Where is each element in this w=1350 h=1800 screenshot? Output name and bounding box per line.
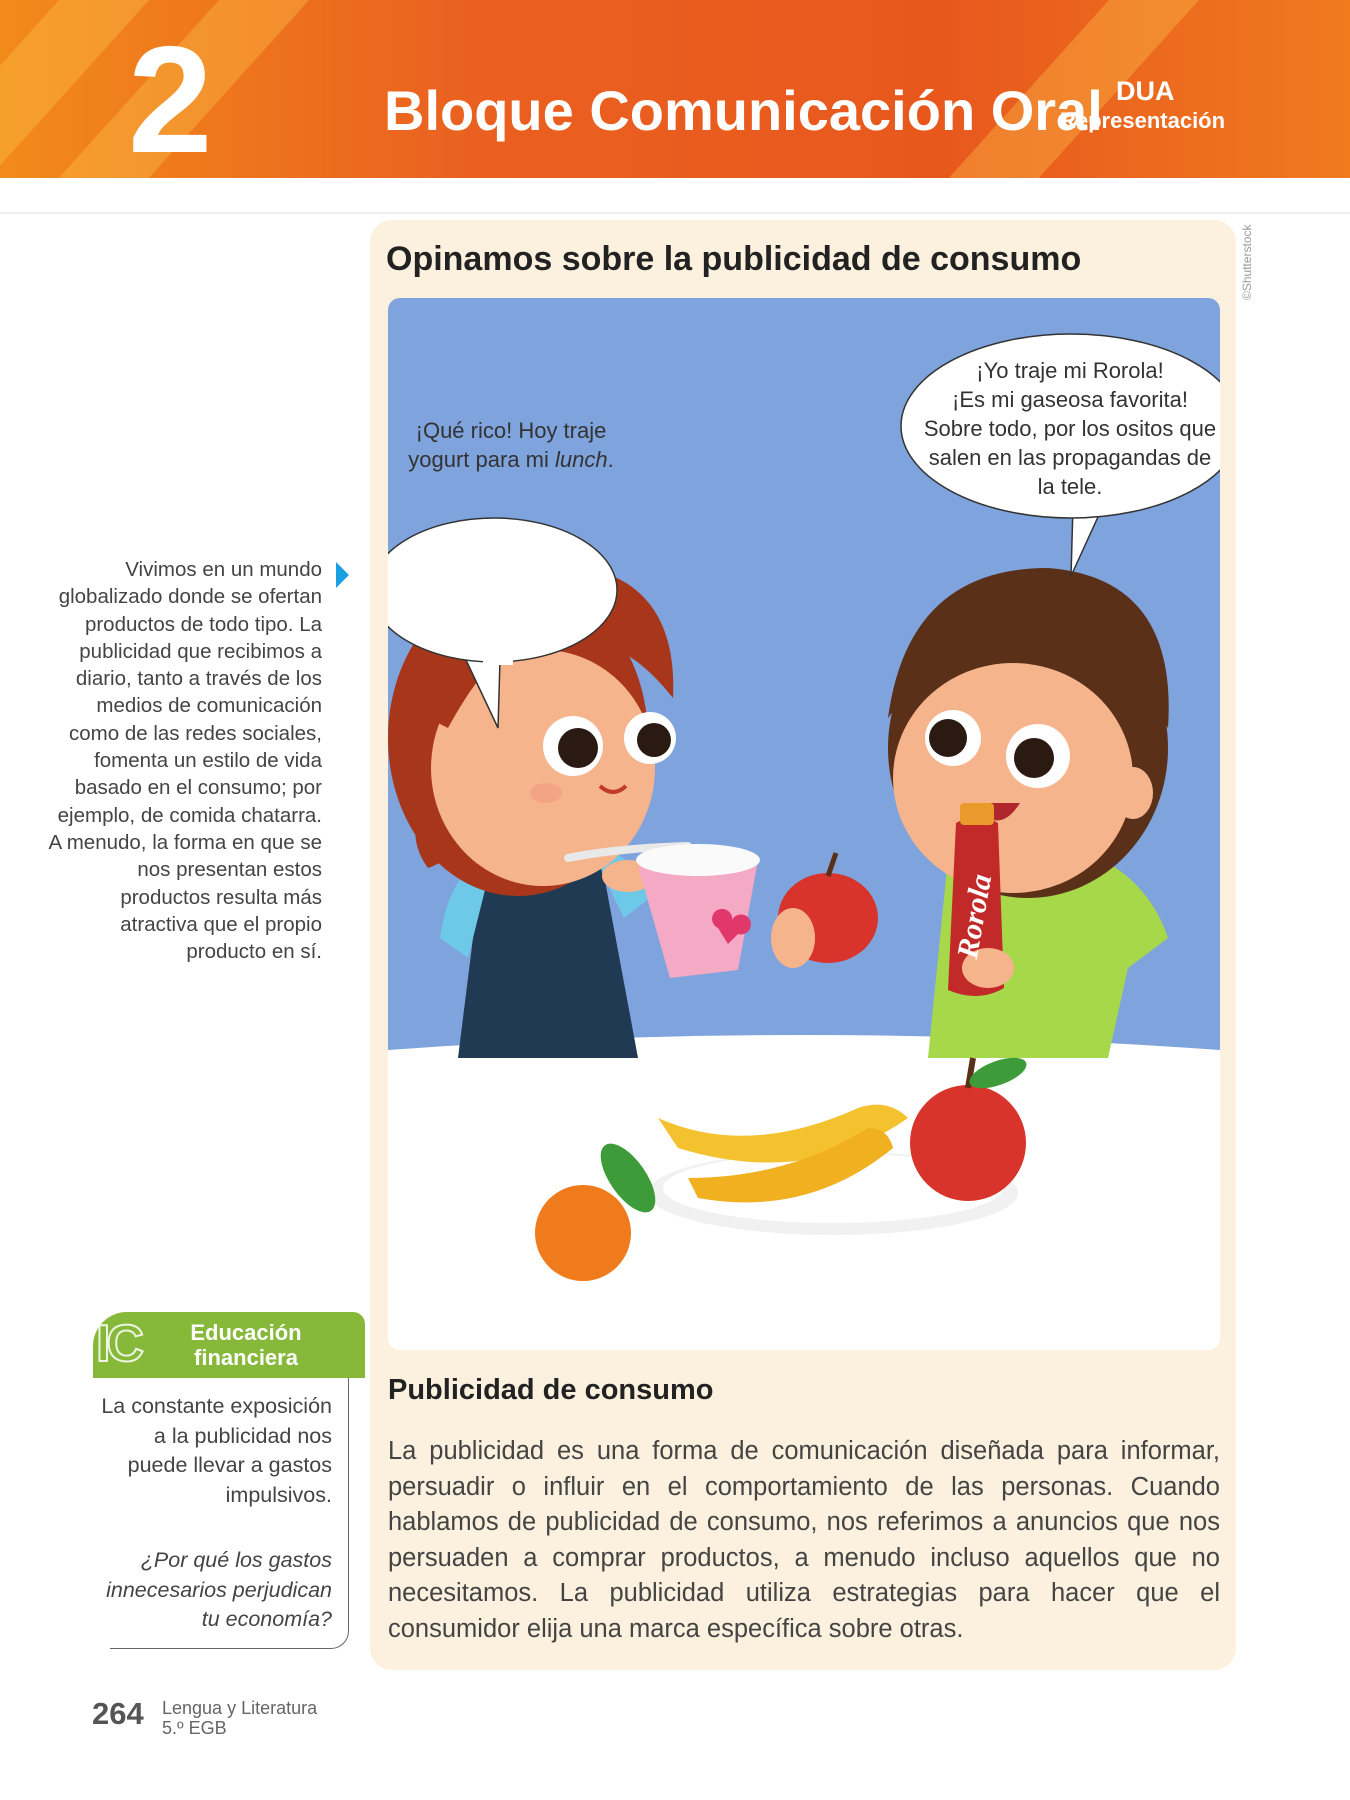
boy-speech-line: Sobre todo, por los ositos que [923,416,1217,441]
body-paragraph: La publicidad es una forma de comunicación diseñada para informar, persuadir o influir en el comportamiento de las personas. Cuando hablamos de publicidad de consumo, nos referimos a anuncios que nos persuaden a comprar productos, a menudo incluso aquellos que no necesitamos. La publicidad utiliza estrategias para hacer que el consumidor elija una marca específica sobre otras. [388,1437,1220,1643]
edu-financiera-text: La constante exposición a la publicidad nos puede llevar a gastos impulsivos. [101,1394,332,1507]
bottle-brand-label: Rorola [951,871,999,962]
dua-label: DUA [1116,76,1175,106]
boy-speech-text [910,356,1230,501]
dua-representation-label: Representación [1060,108,1226,133]
margin-intro-text: Vivimos en un mundo globalizado donde se ofertan productos de todo tipo. La publicidad que recibimos a diario, tanto a través de los medios de comunicación como de las redes sociales, fomenta un estilo de vida basado en el consumo; por ejemplo, de comida chatarra. A menudo, la forma en que se nos presentan estos productos resulta más atractiva que el propio producto en sí. [48,558,322,964]
unit-number: 2 [128,15,213,185]
girl-pupil-left [558,728,598,768]
boy-speech-line: ¡Yo traje mi Rorola! [976,358,1164,383]
boy-speech-line: ¡Es mi gaseosa favorita! [952,387,1188,412]
apple-on-table [910,1085,1026,1201]
edu-financiera-question: ¿Por qué los gastos innecesarios perjudican tu economía? [106,1548,332,1632]
page-number: 264 [92,1696,144,1731]
boy-hand-left [771,908,815,968]
girl-pupil-right [637,723,671,757]
boy-speech-line: la tele. [1037,474,1103,499]
edu-title-line: financiera [194,1345,298,1370]
subsection-title: Publicidad de consumo [388,1374,714,1406]
girl-speech-line: yogurt para mi [408,447,555,472]
pointer-arrow-icon [336,562,349,588]
girl-ear [466,779,502,827]
boy-pupil-left [929,719,967,757]
girl-speech-line: ¡Qué rico! Hoy traje [415,418,607,443]
boy-face [893,663,1133,893]
bottle-cap [960,803,994,825]
speech-bubble-girl [388,518,617,662]
ic-outline-icon: IC [96,1315,140,1373]
edu-title-line: Educación [190,1320,302,1345]
boy-pupil-right [1014,738,1054,778]
girl-speech-italic-word: lunch [555,447,608,472]
bubble-joint-cover [1063,501,1103,515]
boy-ear [1113,767,1153,819]
footer-grade: 5.º EGB [162,1718,227,1738]
tangerine [535,1185,631,1281]
section-title: Opinamos sobre la publicidad de consumo [386,240,1082,278]
yogurt-lid [636,844,760,876]
footer-subject: Lengua y Literatura [162,1698,318,1718]
boy-speech-line: salen en las propagandas de [928,445,1212,470]
header-divider [0,212,1350,214]
girl-speech-text [378,416,644,474]
image-credit: ©Shutterstock [1240,224,1254,300]
bubble-joint-cover [483,653,513,665]
girl-cheek [530,783,562,803]
block-title: Bloque Comunicación Oral [384,79,1103,142]
edu-financiera-title [176,1320,316,1370]
girl-speech-punctuation: . [607,447,614,472]
